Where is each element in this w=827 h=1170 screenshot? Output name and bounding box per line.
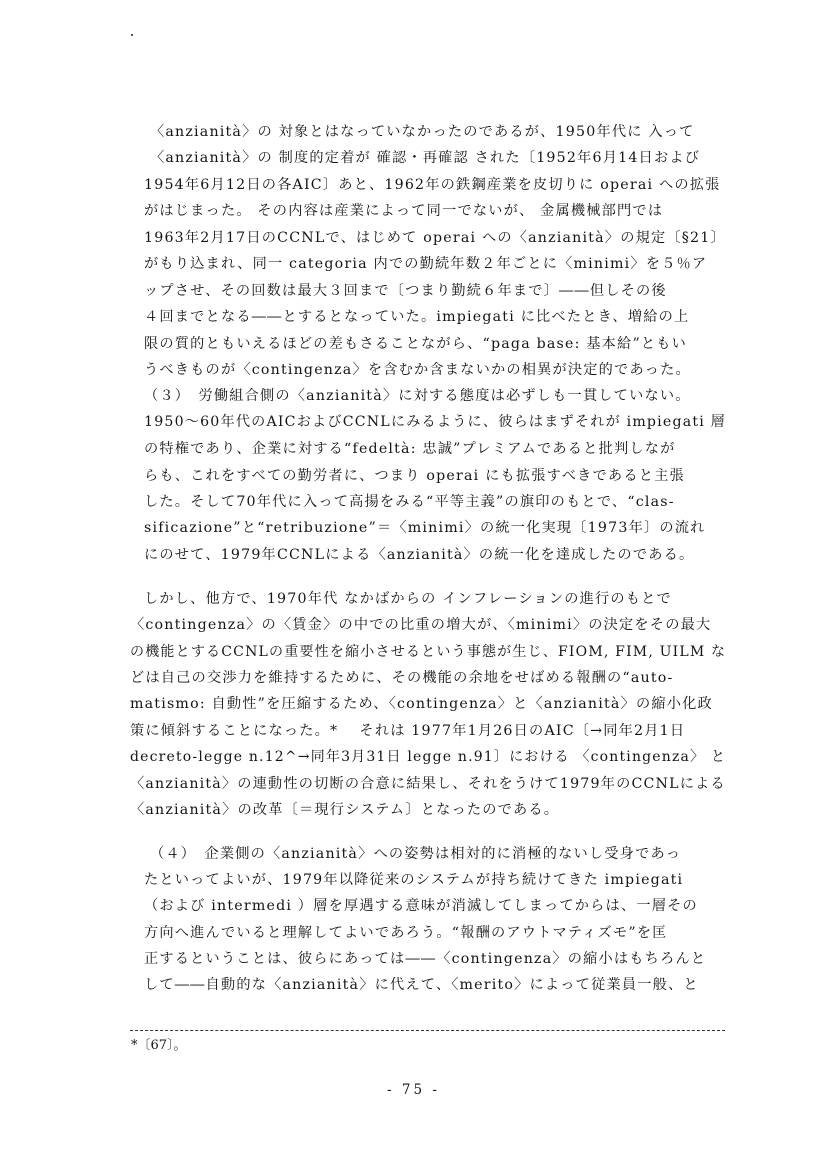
text-line: decreto-legge n.12^→同年3月31日 legge n.91〕における 〈contingenza〉 と (130, 749, 727, 765)
text-line: matismo: 自動性”を圧縮するため、〈contingenza〉と〈anzianità〉の縮小化政 (130, 696, 713, 712)
text-line: して――自動的な〈anzianità〉に代えて、〈merito〉によって従業員一般、と (144, 977, 699, 993)
text-line: した。そして70年代に入って高揚をみる“平等主義”の旗印のもとで、“clas- (144, 494, 675, 510)
footnote-divider (130, 1030, 725, 1031)
text-line: 〈contingenza〉の〈賃金〉の中での比重の増大が、〈minimi〉の決定をその最大 (130, 617, 712, 633)
text-line: 策に傾斜することになった。* それは 1977年1月26日のAIC〔→同年2月1日 (130, 723, 686, 739)
text-line: がはじまった。 その内容は産業によって同一でないが、 金属機械部門では (144, 203, 664, 219)
text-line: しかし、他方で、1970年代 なかばからの インフレーションの進行のもとで (144, 591, 672, 607)
scan-speck (131, 34, 133, 36)
text-line: 1954年6月12日の各AIC〕あと、1962年の鉄鋼産業を皮切りに operai への拡張 (144, 177, 721, 193)
text-line: 正するということは、彼らにあっては――〈contingenza〉の縮小はもちろんと (144, 951, 707, 967)
text-line: （および intermedi ）層を厚遇する意味が消滅してしまってからは、一層その (144, 898, 698, 914)
text-line: 〈anzianità〉の 制度的定着が 確認・再確認 された〔1952年6月14日および (150, 150, 701, 166)
text-line: の機能とするCCNLの重要性を縮小させるという事態が生じ、FIOM, FIM, UILM な (130, 644, 727, 660)
text-line: 1950～60年代のAICおよびCCNLにみるように、彼らはまずそれが impiegati 層 (144, 414, 726, 430)
text-line: sificazione”と“retribuzione”＝〈minimi〉の統一化実現〔1973年〕の流れ (144, 520, 706, 536)
text-line: ップさせ、その回数は最大３回まで〔つまり勤続６年まで〕――但しその後 (144, 283, 667, 299)
text-line: うべきものが〈contingenza〉を含むか含まないかの相異が決定的であった。 (144, 362, 691, 378)
text-line: 方向へ進んでいると理解してよいであろう。“報酬のアウトマティズモ”を匡 (144, 925, 668, 941)
text-line: の特権であり、企業に対する“fedeltà: 忠誠”プレミアムであると批判しなが (144, 441, 676, 457)
text-line: たといってよいが、1979年以降従来のシステムが持ち続けてきた impiegati (144, 872, 684, 888)
text-line: にのせて、1979年CCNLによる〈anzianità〉の統一化を達成したのである。 (144, 547, 695, 563)
text-line: ４回までとなる――とするとなっていた。impiegati に比べたとき、増給の上 (144, 309, 690, 325)
text-line: 〈anzianità〉の連動性の切断の合意に結果し、それをうけて1979年のCCNLによる (130, 776, 726, 792)
text-line: 1963年2月17日のCCNLで、はじめて operai への〈anzianità〉の規定〔§21〕 (144, 230, 726, 246)
page-number: - 75 - (387, 1082, 440, 1098)
text-line: 〈anzianità〉の改革〔＝現行システム〕となったのである。 (130, 802, 560, 818)
section-heading-line: （４） 企業側の〈anzianità〉への姿勢は相対的に消極的ないし受身であっ (150, 846, 682, 862)
text-line: 限の質的ともいえるほどの差もさることながら、“paga base: 基本給”ともい (144, 336, 688, 352)
text-line: がもり込まれ、同一 categoria 内での勤続年数２年ごとに〈minimi〉を５％ア (144, 256, 708, 272)
text-line: どは自己の交渉力を維持するために、その機能の余地をせばめる報酬の“auto- (130, 670, 674, 686)
text-line: らも、これをすべての勤労者に、つまり operai にも拡張すべきであると主張 (144, 468, 685, 484)
section-heading-line: （３） 労働組合側の〈anzianità〉に対する態度は必ずしも一貫していない。 (144, 388, 691, 404)
text-line: 〈anzianità〉の 対象とはなっていなかったのであるが、1950年代に 入って (150, 124, 695, 140)
footnote: *〔67〕。 (131, 1038, 187, 1053)
